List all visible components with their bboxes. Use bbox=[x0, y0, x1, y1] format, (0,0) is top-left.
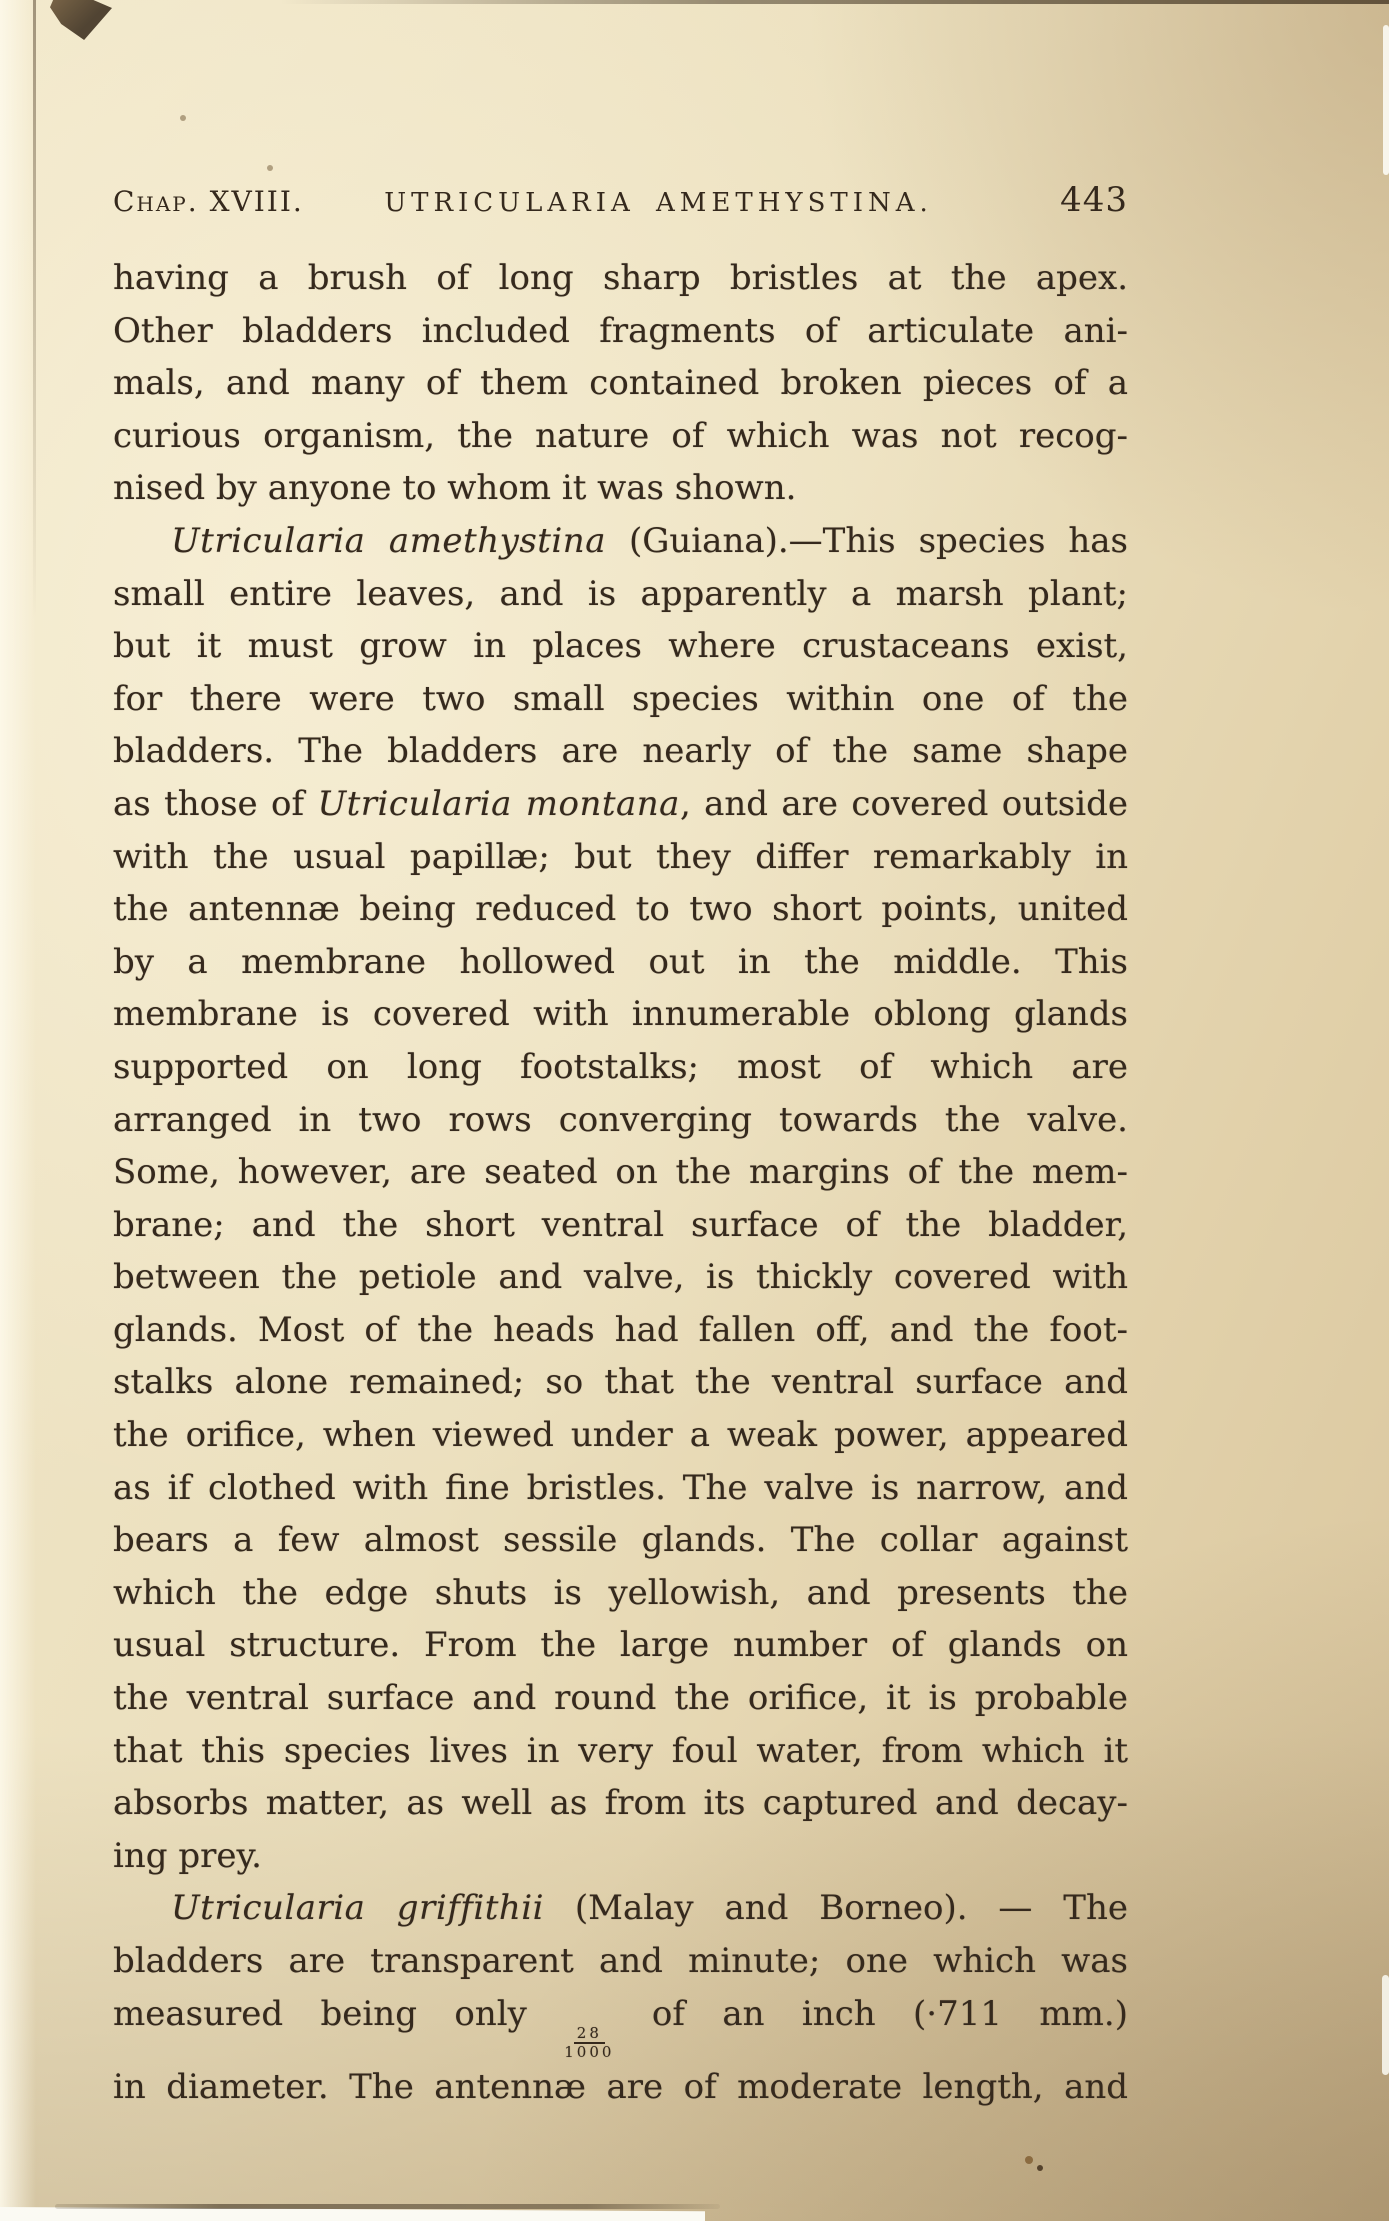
running-title: UTRICULARIA AMETHYSTINA. bbox=[384, 188, 933, 218]
text-line bbox=[113, 357, 1128, 410]
running-header bbox=[113, 180, 1128, 220]
text-segment: bladders are transparent and minute; one which was bbox=[113, 1941, 1128, 1981]
text-segment: bladders. The bladders are nearly of the same shape bbox=[113, 731, 1128, 772]
text-line bbox=[113, 1725, 1128, 1778]
text-segment: measured being only bbox=[113, 1993, 565, 2034]
text-line bbox=[113, 1356, 1128, 1409]
text-segment: usual structure. From the large number of glands on bbox=[113, 1625, 1128, 1666]
text-segment: the ventral surface and round the orifice, it is probable bbox=[113, 1678, 1128, 1719]
inline-fraction: $\frac{28}{1000}$ bbox=[564, 2023, 615, 2062]
scan-right-edge-sliver bbox=[1382, 1975, 1389, 2075]
text-line bbox=[113, 1830, 1128, 1883]
text-line bbox=[113, 883, 1128, 936]
text-line bbox=[113, 936, 1128, 989]
text-segment: (Malay and Borneo). — The bbox=[544, 1888, 1128, 1929]
page-corner-mark bbox=[50, 0, 112, 40]
body-text bbox=[113, 252, 1128, 2114]
text-line bbox=[113, 1146, 1128, 1199]
text-segment: brane; and the short ventral surface of the bladder, bbox=[113, 1204, 1128, 1245]
text-segment: that this species lives in very foul water, from which it bbox=[113, 1730, 1128, 1771]
text-segment: as those of bbox=[113, 783, 318, 824]
text-segment: the antennæ being reduced to two short points, united bbox=[113, 889, 1128, 930]
text-segment: Some, however, are seated on the margins of the mem- bbox=[113, 1152, 1128, 1193]
text-line bbox=[113, 1094, 1128, 1147]
page-bottom-edge-shadow bbox=[55, 2204, 720, 2209]
text-segment: supported on long footstalks; most of which are bbox=[113, 1046, 1128, 1087]
paragraph bbox=[113, 252, 1128, 515]
text-line bbox=[113, 1251, 1128, 1304]
text-line bbox=[113, 620, 1128, 673]
text-line bbox=[113, 1041, 1128, 1094]
species-name: Utricularia amethystina bbox=[171, 520, 606, 561]
text-segment: bears a few almost sessile glands. The collar against bbox=[113, 1520, 1128, 1561]
text-line bbox=[113, 831, 1128, 884]
text-segment: by a membrane hollowed out in the middle. This bbox=[113, 941, 1128, 982]
text-line bbox=[113, 1409, 1128, 1462]
text-segment: between the petiole and valve, is thickly covered with bbox=[113, 1257, 1128, 1298]
text-line bbox=[113, 1304, 1128, 1357]
text-line bbox=[113, 1199, 1128, 1252]
text-segment: nised by anyone to whom it was shown. bbox=[113, 468, 797, 509]
text-segment: membrane is covered with innumerable oblong glands bbox=[113, 994, 1128, 1035]
text-line bbox=[113, 462, 1128, 515]
chapter-label: Chap. XVIII. bbox=[113, 185, 304, 218]
text-line bbox=[113, 1619, 1128, 1672]
text-segment: stalks alone remained; so that the ventral surface and bbox=[113, 1362, 1128, 1403]
text-line bbox=[113, 1462, 1128, 1515]
text-line bbox=[113, 1777, 1128, 1830]
text-segment: absorbs matter, as well as from its captured and decay- bbox=[113, 1783, 1128, 1824]
text-line bbox=[113, 252, 1128, 305]
text-segment: for there were two small species within one of the bbox=[113, 678, 1128, 719]
text-segment: , and are covered outside bbox=[679, 783, 1128, 824]
text-segment: mals, and many of them contained broken pieces of a bbox=[113, 363, 1128, 404]
species-name: Utricularia griffithii bbox=[171, 1888, 545, 1929]
text-line bbox=[113, 1672, 1128, 1725]
text-line bbox=[113, 778, 1128, 831]
text-segment: as if clothed with fine bristles. The valve is narrow, and bbox=[113, 1467, 1128, 1508]
paper-specks bbox=[0, 0, 4, 4]
text-line bbox=[113, 725, 1128, 778]
text-segment: curious organism, the nature of which was not recog- bbox=[113, 415, 1128, 456]
text-line bbox=[113, 305, 1128, 358]
text-line bbox=[113, 1988, 1128, 2062]
text-line bbox=[113, 2061, 1128, 2114]
text-segment: in diameter. The antennæ are of moderate length, and bbox=[113, 2067, 1128, 2108]
text-segment: which the edge shuts is yellowish, and presents the bbox=[113, 1572, 1128, 1613]
species-name: Utricularia montana bbox=[317, 783, 680, 824]
text-segment: of an inch (·711 mm.) bbox=[614, 1993, 1128, 2034]
text-line bbox=[113, 1882, 1128, 1935]
text-segment: arranged in two rows converging towards the valve. bbox=[113, 1099, 1128, 1140]
text-line bbox=[113, 515, 1128, 568]
page-left-edge-line bbox=[33, 0, 36, 620]
page-top-edge-shadow bbox=[280, 0, 1389, 4]
scan-background-strip bbox=[0, 2207, 705, 2221]
text-segment: glands. Most of the heads had fallen off, and the foot- bbox=[113, 1309, 1128, 1350]
text-line bbox=[113, 568, 1128, 621]
scan-right-edge-sliver bbox=[1383, 25, 1389, 175]
paragraph bbox=[113, 1882, 1128, 2113]
text-segment: Other bladders included fragments of articulate ani- bbox=[113, 310, 1128, 351]
text-line bbox=[113, 673, 1128, 726]
page-left-edge-highlight bbox=[0, 0, 36, 2221]
text-segment: but it must grow in places where crustaceans exist, bbox=[113, 626, 1128, 667]
text-segment: ing prey. bbox=[113, 1835, 262, 1876]
text-line bbox=[113, 988, 1128, 1041]
text-line bbox=[113, 1514, 1128, 1567]
text-line bbox=[113, 1935, 1128, 1988]
text-segment: small entire leaves, and is apparently a marsh plant; bbox=[113, 573, 1128, 614]
text-line bbox=[113, 1567, 1128, 1620]
text-segment: the orifice, when viewed under a weak power, appeared bbox=[113, 1415, 1128, 1456]
page-number: 443 bbox=[1060, 180, 1128, 220]
text-segment: (Guiana).—This species has bbox=[605, 520, 1128, 561]
text-line bbox=[113, 410, 1128, 463]
text-segment: having a brush of long sharp bristles at the apex. bbox=[113, 258, 1128, 298]
text-segment: with the usual papillæ; but they differ remarkably in bbox=[113, 836, 1128, 877]
paragraph bbox=[113, 515, 1128, 1882]
